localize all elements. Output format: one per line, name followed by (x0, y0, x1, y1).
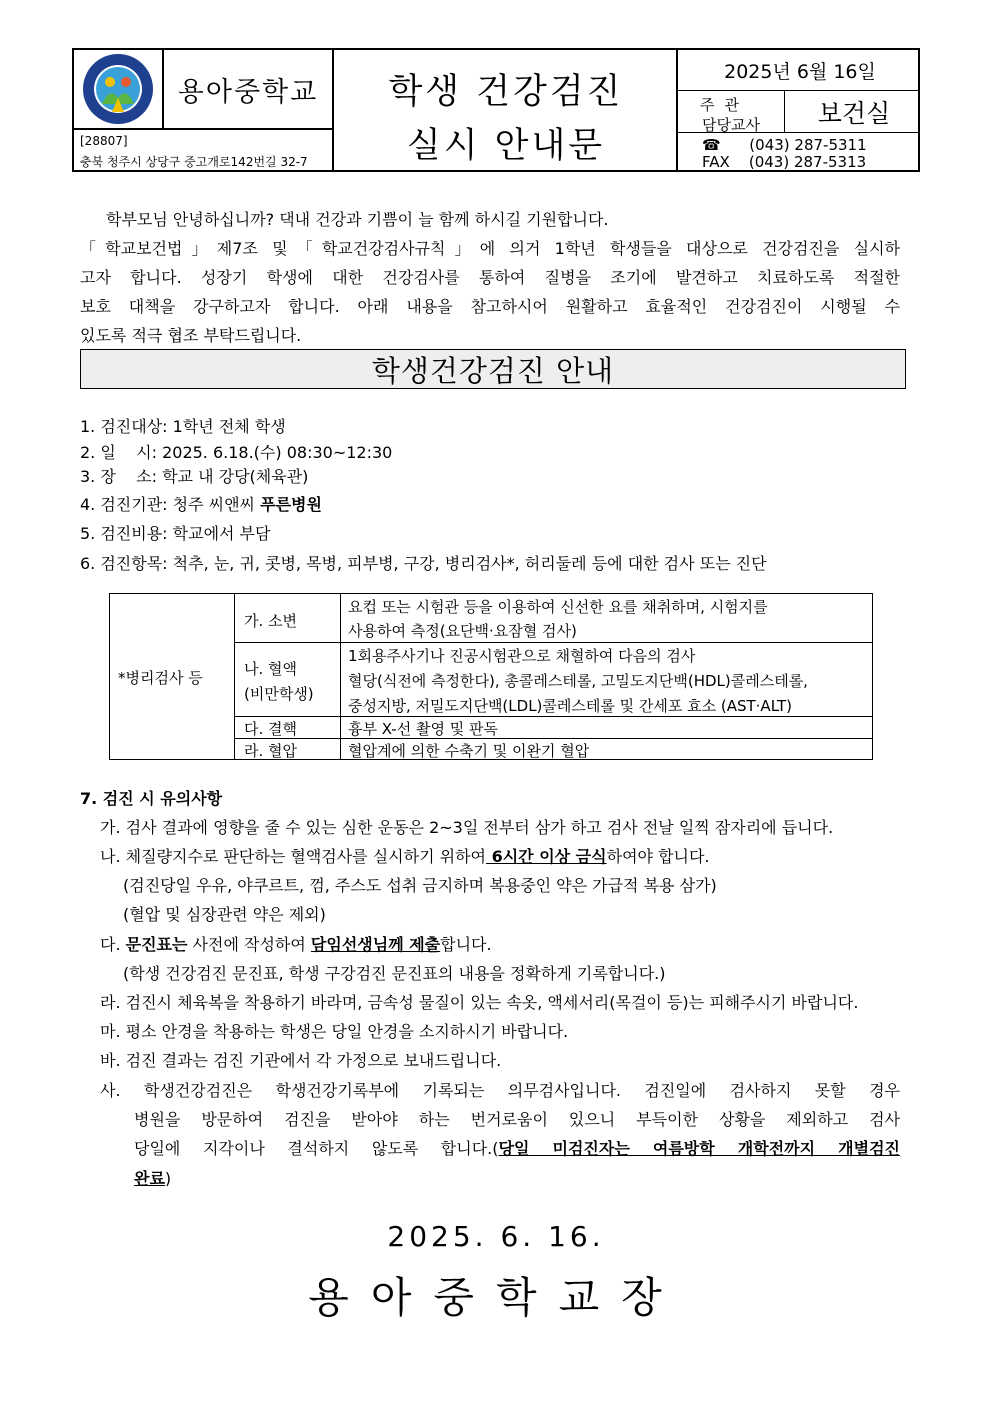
hospital-name: 푸른병원 (260, 495, 322, 514)
table-row-header: *병리검사 등 (118, 669, 203, 687)
absence-emphasis: 당일 미검진자는 여름방학 개학전까지 개별검진 (498, 1139, 900, 1158)
table-label: 다. 결핵 (244, 720, 298, 738)
note-na-sub: (혈압 및 심장관련 약은 제외) (123, 905, 326, 924)
school-name: 용아중학교 (177, 76, 319, 108)
principal-signature: 용아중학교장 (308, 1273, 684, 1322)
teacher-label: 담당교사 (702, 116, 760, 134)
section-banner: 학생건강검진 안내 (80, 349, 906, 389)
doc-title-line2: 실시 안내문 (406, 126, 606, 166)
zip-code: [28807] (80, 134, 128, 148)
item-cost: 5. 검진비용: 학교에서 부담 (80, 524, 271, 543)
table-label: 나. 혈액 (244, 660, 298, 678)
footer-date: 2025. 6. 16. (387, 1220, 605, 1253)
table-text: 1회용주사기나 진공시험관으로 채혈하여 다음의 검사 (348, 647, 696, 665)
notes-heading: 7. 검진 시 유의사항 (80, 789, 223, 808)
note-na-sub: (검진당일 우유, 야쿠르트, 껌, 주스도 섭취 금지하며 복용중인 약은 가급적 복용 삼가) (123, 876, 717, 895)
fasting-emphasis: 6시간 이상 금식 (486, 847, 607, 866)
submit-emphasis: 담임선생님께 제출 (310, 935, 441, 954)
note-sa: 사. 학생건강검진은 학생건강기록부에 기록되는 의무검사입니다. 검진일에 검사하지 못할 경우 (100, 1081, 900, 1100)
pathology-table (109, 593, 873, 760)
intro-line: 보호 대책을 강구하고자 합니다. 아래 내용을 참고하시어 원활하고 효율적인 건강검진이 시행될 수 (80, 297, 900, 316)
note-ba: 바. 검진 결과는 검진 기관에서 각 가정으로 보내드립니다. (100, 1051, 502, 1070)
table-label: 라. 혈압 (244, 742, 298, 760)
note-ma: 마. 평소 안경을 착용하는 학생은 당일 안경을 소지하시기 바랍니다. (100, 1022, 569, 1041)
organizer-label: 주관 (700, 96, 749, 114)
table-text: 혈당(식전에 측정한다), 총콜레스테롤, 고밀도지단백(HDL)콜레스테롤, (348, 672, 808, 690)
intro-line: 「학교보건법」제7조 및「학교건강검사규칙」에 의거 1학년 학생들을 대상으로 건강검진을 실시하 (80, 239, 900, 258)
fax-number: FAX (043) 287-5313 (702, 153, 867, 171)
table-text: 요컵 또는 시험관 등을 이용하여 신선한 요를 채취하며, 시험지를 (348, 598, 768, 616)
department: 보건실 (817, 99, 891, 128)
item-target: 1. 검진대상: 1학년 전체 학생 (80, 417, 286, 436)
header-table (72, 48, 920, 172)
note-da: 다. 문진표는 사전에 작성하여 담임선생님께 제출합니다. (100, 935, 492, 954)
table-label: 가. 소변 (244, 612, 298, 630)
table-text: 중성지방, 저밀도지단백(LDL)콜레스테롤 및 간세포 효소 (AST·ALT) (348, 697, 793, 715)
item-exams: 6. 검진항목: 척추, 눈, 귀, 콧병, 목병, 피부병, 구강, 병리검사*, 허리둘레 등에 대한 검사 또는 진단 (80, 554, 767, 573)
table-text: 혈압계에 의한 수축기 및 이완기 혈압 (348, 742, 590, 760)
school-address: 충북 청주시 상당구 중고개로142번길 32-7 (80, 155, 308, 169)
intro-line: 고자 합니다. 성장기 학생에 대한 건강검사를 통하여 질병을 조기에 발견하고 치료하도록 적절한 (80, 268, 900, 287)
greeting: 학부모님 안녕하십니까? 댁내 건강과 기쁨이 늘 함께 하시길 기원합니다. (106, 210, 609, 229)
note-da-sub: (학생 건강검진 문진표, 학생 구강검진 문진표의 내용을 정확하게 기록합니다.) (123, 964, 666, 983)
note-sa: 당일에 지각이나 결석하지 않도록 합니다.(당일 미검진자는 여름방학 개학전까지 개별검진 (134, 1139, 900, 1158)
note-ga: 가. 검사 결과에 영향을 줄 수 있는 심한 운동은 2~3일 전부터 삼가 하고 검사 전날 일찍 잠자리에 듭니다. (100, 818, 834, 837)
note-na: 나. 체질량지수로 판단하는 혈액검사를 실시하기 위하여 6시간 이상 금식하여야 합니다. (100, 847, 710, 866)
note-sa-end: 완료) (134, 1169, 172, 1188)
item-place: 3. 장 소: 학교 내 강당(체육관) (80, 467, 309, 486)
phone-number: ☎ (043) 287-5311 (702, 136, 867, 154)
note-sa: 병원을 방문하여 검진을 받아야 하는 번거로움이 있으니 부득이한 상황을 제외하고 검사 (134, 1110, 900, 1129)
doc-title-line1: 학생 건강검진 (388, 72, 624, 112)
school-logo (78, 52, 158, 126)
table-label-sub: (비만학생) (244, 685, 314, 703)
table-text: 흉부 X-선 촬영 및 판독 (348, 720, 498, 738)
intro-line: 있도록 적극 협조 부탁드립니다. (80, 326, 302, 345)
item-institution: 4. 검진기관: 청주 씨앤씨 푸른병원 (80, 495, 322, 514)
note-ra: 라. 검진시 체육복을 착용하기 바라며, 금속성 물질이 있는 속옷, 액세서리(목걸이 등)는 피해주시기 바랍니다. (100, 993, 859, 1012)
issue-date: 2025년 6월 16일 (724, 60, 876, 83)
table-text: 사용하여 측정(요단백·요잠혈 검사) (348, 622, 577, 640)
item-datetime: 2. 일 시: 2025. 6.18.(수) 08:30~12:30 (80, 443, 393, 462)
